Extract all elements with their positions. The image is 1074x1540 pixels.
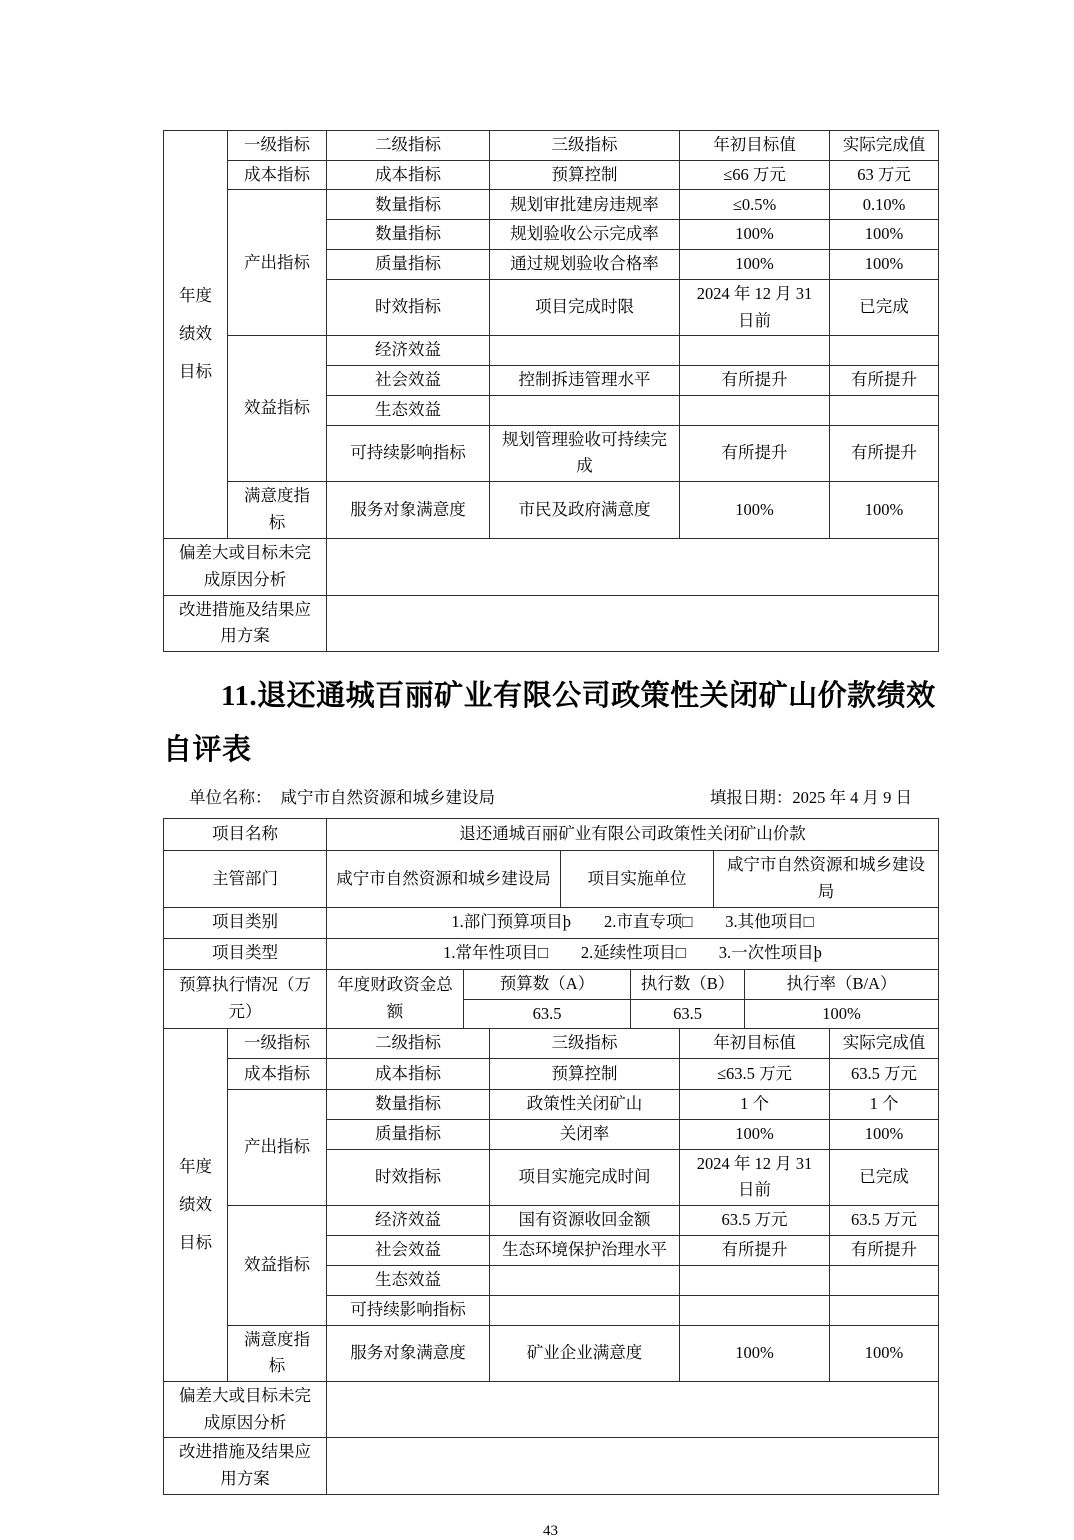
table-cell: 生态效益 [327, 395, 490, 425]
satisfaction-indicator-label: 满意度指标 [228, 482, 327, 538]
competent-dept-value: 咸宁市自然资源和城乡建设局 [327, 851, 561, 907]
table-cell: 质量指标 [327, 1119, 490, 1149]
table-cell: 矿业企业满意度 [490, 1325, 680, 1381]
cost-indicator-label: 成本指标 [228, 160, 327, 190]
budget-execution-label: 预算执行情况（万元） [164, 969, 327, 1028]
cost-indicator-label: 成本指标 [228, 1059, 327, 1090]
table-cell: 成本指标 [327, 1059, 490, 1090]
table-cell: 100% [680, 482, 830, 538]
col-header-actual: 实际完成值 [830, 131, 939, 161]
table-cell: 数量指标 [327, 190, 490, 220]
unit-name [189, 784, 495, 808]
table-cell: ≤0.5% [680, 190, 830, 220]
table-cell [680, 395, 830, 425]
table-row [164, 1206, 939, 1236]
table-cell [830, 395, 939, 425]
table-row [164, 336, 939, 366]
table-cell: 规划管理验收可持续完成 [490, 425, 680, 481]
table-cell: 63.5 万元 [830, 1206, 939, 1236]
table-cell: 项目实施完成时间 [490, 1149, 680, 1205]
table-cell: 服务对象满意度 [327, 1325, 490, 1381]
table-cell: 100% [830, 482, 939, 538]
table-cell [830, 336, 939, 366]
section-heading: 11.退还通城百丽矿业有限公司政策性关闭矿山价款绩效自评表 [163, 680, 936, 766]
page-number: 43 [543, 1522, 558, 1539]
table-cell: 已完成 [830, 279, 939, 335]
deviation-analysis-row [164, 538, 939, 595]
implementing-unit-label: 项目实施单位 [561, 851, 714, 907]
table-meta-row [163, 783, 938, 809]
implementing-unit-value: 咸宁市自然资源和城乡建设局 [714, 851, 939, 907]
improvement-measures-row [164, 1438, 939, 1494]
table-cell: 63.5 万元 [830, 1059, 939, 1090]
table-cell: 规划验收公示完成率 [490, 220, 680, 250]
table-cell: 有所提升 [830, 1236, 939, 1266]
executed-amount-value: 63.5 [631, 999, 745, 1029]
table-row [164, 1325, 939, 1381]
table-cell: 已完成 [830, 1149, 939, 1205]
table-cell: 项目完成时限 [490, 279, 680, 335]
table-row [164, 160, 939, 190]
table-cell: 关闭率 [490, 1119, 680, 1149]
improvement-measures-value [327, 1438, 939, 1494]
table-cell: 规划审批建房违规率 [490, 190, 680, 220]
annual-performance-table-continued [163, 130, 939, 652]
table-cell: 100% [680, 1325, 830, 1381]
col-header-target: 年初目标值 [680, 131, 830, 161]
table-cell: 生态环境保护治理水平 [490, 1236, 680, 1266]
project-type-value: 1.常年性项目□ 2.延续性项目□ 3.一次性项目þ [327, 938, 939, 969]
project-type-label: 项目类型 [164, 938, 327, 969]
col-header-level1: 一级指标 [228, 131, 327, 161]
deviation-analysis-row [164, 1381, 939, 1437]
table-cell: 有所提升 [830, 425, 939, 481]
table-cell [490, 1266, 680, 1296]
table-cell: 63.5 万元 [680, 1206, 830, 1236]
report-date-label: 填报日期： [709, 788, 793, 808]
table-row [164, 1090, 939, 1120]
col-header-level3: 三级指标 [490, 131, 680, 161]
table-cell [830, 1295, 939, 1325]
deviation-analysis-label: 偏差大或目标未完成原因分析 [164, 538, 327, 595]
col-header-level2: 二级指标 [327, 131, 490, 161]
table-cell: 100% [830, 1119, 939, 1149]
benefit-indicator-label: 效益指标 [228, 336, 327, 482]
table-cell: 0.10% [830, 190, 939, 220]
table-cell: 控制拆违管理水平 [490, 366, 680, 396]
table-cell: 预算控制 [490, 1059, 680, 1090]
project-category-value: 1.部门预算项目þ 2.市直专项□ 3.其他项目□ [327, 907, 939, 938]
project-name-value: 退还通城百丽矿业有限公司政策性关闭矿山价款 [327, 819, 939, 851]
table-cell: 时效指标 [327, 1149, 490, 1205]
col-header-target: 年初目标值 [680, 1029, 830, 1059]
improvement-measures-row [164, 595, 939, 651]
project-category-label: 项目类别 [164, 907, 327, 938]
table-cell: 服务对象满意度 [327, 482, 490, 538]
table-cell [490, 1295, 680, 1325]
col-header-level3: 三级指标 [490, 1029, 680, 1059]
table-cell: 有所提升 [680, 366, 830, 396]
table-cell: 社会效益 [327, 1236, 490, 1266]
budget-amount-header: 预算数（A） [464, 969, 631, 999]
table-row [164, 190, 939, 220]
execution-rate-value: 100% [745, 999, 939, 1029]
table-cell: 63 万元 [830, 160, 939, 190]
output-indicator-label: 产出指标 [228, 190, 327, 336]
annual-goals-label: 年度绩效目标 [164, 131, 228, 539]
table-cell: 国有资源收回金额 [490, 1206, 680, 1236]
benefit-indicator-label: 效益指标 [228, 1206, 327, 1325]
table-cell: 2024 年 12 月 31 日前 [680, 279, 830, 335]
executed-amount-header: 执行数（B） [631, 969, 745, 999]
document-page [163, 0, 938, 1540]
col-header-actual: 实际完成值 [830, 1029, 939, 1059]
table-cell: 经济效益 [327, 1206, 490, 1236]
deviation-analysis-value [327, 538, 939, 595]
table-cell: 1 个 [830, 1090, 939, 1120]
table-cell [680, 1266, 830, 1296]
table-cell [680, 336, 830, 366]
table-cell: 有所提升 [680, 425, 830, 481]
table-cell: 1 个 [680, 1090, 830, 1120]
table-cell: 2024 年 12 月 31 日前 [680, 1149, 830, 1205]
execution-rate-header: 执行率（B/A） [745, 969, 939, 999]
department-row [164, 851, 939, 907]
annual-funds-total-label: 年度财政资金总额 [327, 969, 464, 1028]
table-cell: ≤63.5 万元 [680, 1059, 830, 1090]
annual-goals-label: 年度绩效目标 [164, 1029, 228, 1382]
deviation-analysis-label: 偏差大或目标未完成原因分析 [164, 1381, 327, 1437]
table-row [164, 1059, 939, 1090]
table-cell [490, 336, 680, 366]
performance-indicators-table [163, 1028, 939, 1495]
table-cell: 有所提升 [830, 366, 939, 396]
table-cell: 100% [830, 1325, 939, 1381]
table-cell: 质量指标 [327, 250, 490, 280]
table-cell: 生态效益 [327, 1266, 490, 1296]
table-cell: 100% [830, 220, 939, 250]
satisfaction-indicator-label: 满意度指标 [228, 1325, 327, 1381]
project-name-row [164, 819, 939, 851]
table-cell: 政策性关闭矿山 [490, 1090, 680, 1120]
table-cell: 100% [680, 250, 830, 280]
project-name-label: 项目名称 [164, 819, 327, 851]
unit-name-label: 单位名称： [189, 788, 272, 808]
table-cell: 成本指标 [327, 160, 490, 190]
report-date [710, 784, 912, 808]
budget-execution-table [163, 969, 939, 1029]
competent-dept-label: 主管部门 [164, 851, 327, 907]
project-info-table [163, 818, 939, 969]
table-cell: 社会效益 [327, 366, 490, 396]
table-cell: 100% [680, 220, 830, 250]
table-cell: 通过规划验收合格率 [490, 250, 680, 280]
table-cell [680, 1295, 830, 1325]
table-cell: 数量指标 [327, 220, 490, 250]
report-date-value: 2025 年 4 月 9 日 [792, 788, 912, 808]
table-row [164, 482, 939, 538]
table-cell: 时效指标 [327, 279, 490, 335]
col-header-level2: 二级指标 [327, 1029, 490, 1059]
table-cell [490, 395, 680, 425]
table-cell: 市民及政府满意度 [490, 482, 680, 538]
improvement-measures-label: 改进措施及结果应用方案 [164, 1438, 327, 1494]
table-cell: 100% [830, 250, 939, 280]
col-header-level1: 一级指标 [228, 1029, 327, 1059]
improvement-measures-label: 改进措施及结果应用方案 [164, 595, 327, 651]
project-category-row [164, 907, 939, 938]
table-cell [830, 1266, 939, 1296]
unit-name-value: 咸宁市自然资源和城乡建设局 [280, 788, 495, 808]
deviation-analysis-value [327, 1381, 939, 1437]
improvement-measures-value [327, 595, 939, 651]
project-type-row [164, 938, 939, 969]
table-cell: 100% [680, 1119, 830, 1149]
table-cell: 可持续影响指标 [327, 425, 490, 481]
table-cell: 可持续影响指标 [327, 1295, 490, 1325]
table-cell: 数量指标 [327, 1090, 490, 1120]
table-cell: 预算控制 [490, 160, 680, 190]
table-cell: ≤66 万元 [680, 160, 830, 190]
output-indicator-label: 产出指标 [228, 1090, 327, 1206]
table-cell: 有所提升 [680, 1236, 830, 1266]
table-cell: 经济效益 [327, 336, 490, 366]
budget-amount-value: 63.5 [464, 999, 631, 1029]
budget-header-row [164, 969, 939, 999]
